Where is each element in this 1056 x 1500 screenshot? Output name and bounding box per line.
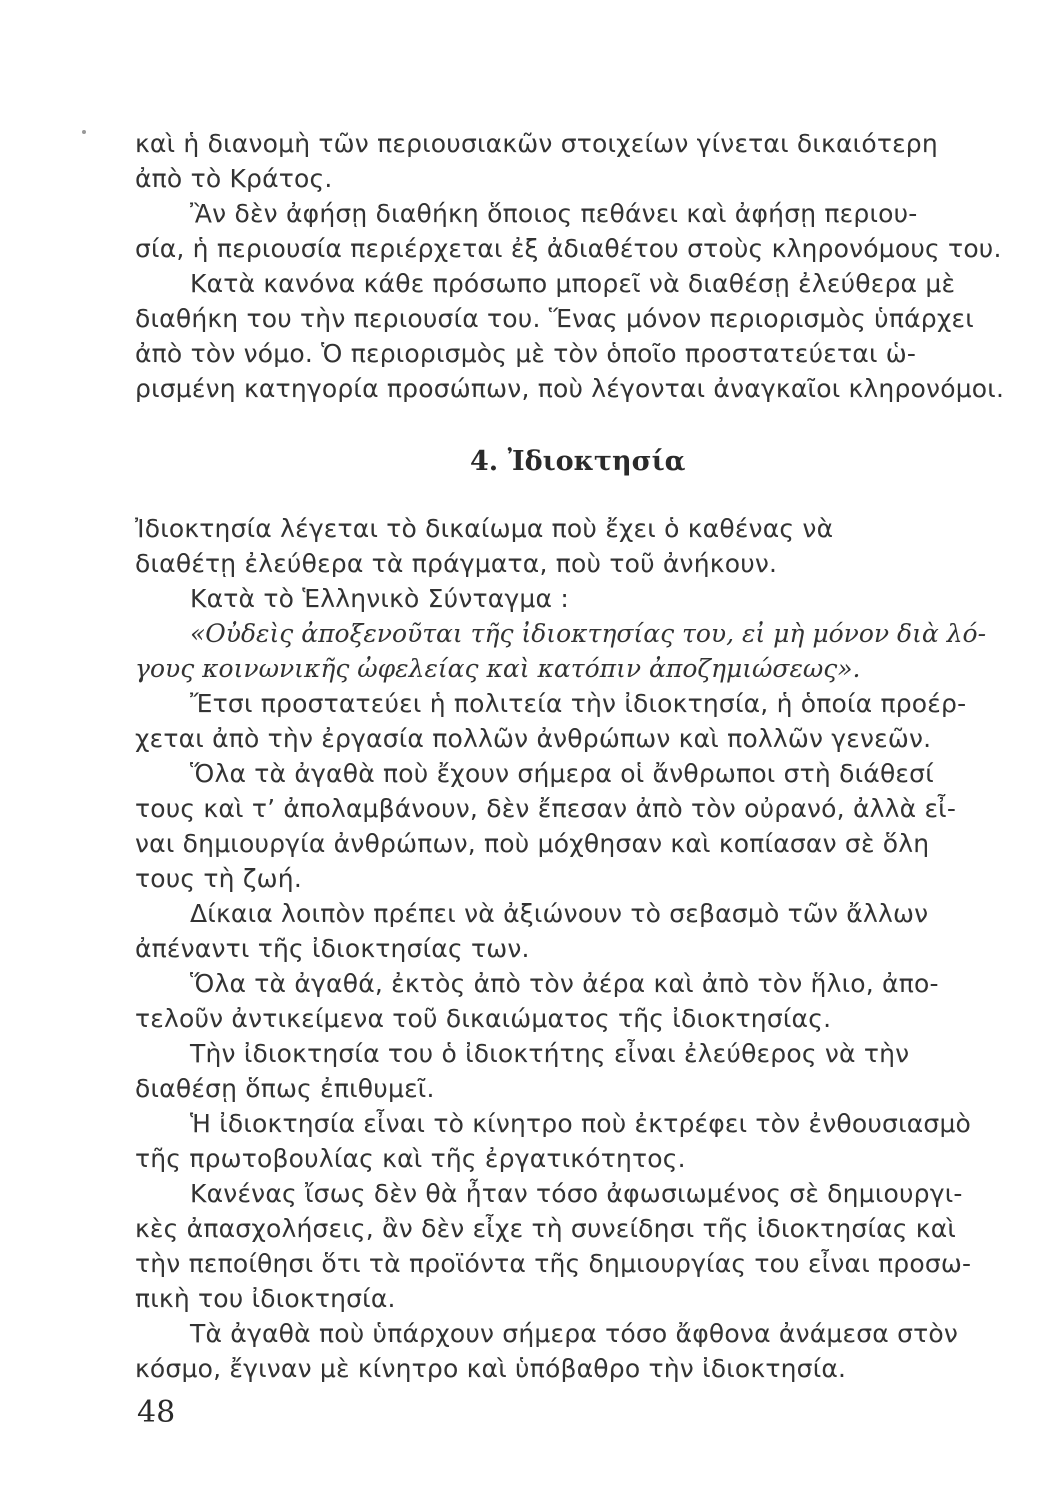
text-line: ναι δημιουργία ἀνθρώπων, ποὺ μόχθησαν καὶ κοπίασαν σὲ ὅλη bbox=[135, 829, 930, 858]
text-line: Δίκαια λοιπὸν πρέπει νὰ ἀξιώνουν τὸ σεβασμὸ τῶν ἄλλων bbox=[190, 899, 929, 928]
page-text bbox=[135, 126, 1035, 1386]
text-line: Κατὰ κανόνα κάθε πρόσωπο μπορεῖ νὰ διαθέσῃ ἐλεύθερα μὲ bbox=[190, 269, 956, 298]
text-line: τους καὶ τ’ ἀπολαμβάνουν, δὲν ἔπεσαν ἀπὸ τὸν οὐρανό, ἀλλὰ εἶ- bbox=[135, 794, 957, 823]
text-line: Ὅλα τὰ ἀγαθά, ἐκτὸς ἀπὸ τὸν ἀέρα καὶ ἀπὸ τὸν ἥλιο, ἀπο- bbox=[190, 969, 939, 998]
section-property bbox=[135, 511, 1035, 1386]
text-line: Ἰδιοκτησία λέγεται τὸ δικαίωμα ποὺ ἔχει ὁ καθένας νὰ bbox=[135, 514, 834, 543]
text-line: Τὴν ἰδιοκτησία του ὁ ἰδιοκτήτης εἶναι ἐλεύθερος νὰ τὴν bbox=[190, 1039, 910, 1068]
scan-speck bbox=[82, 130, 86, 134]
text-line: τὴν πεποίθησι ὅτι τὰ προϊόντα τῆς δημιουργίας του εἶναι προσω- bbox=[135, 1249, 972, 1278]
text-line: διαθέσῃ ὅπως ἐπιθυμεῖ. bbox=[135, 1074, 435, 1103]
text-line: ρισμένη κατηγορία προσώπων, ποὺ λέγονται ἀναγκαῖοι κληρονόμοι. bbox=[135, 374, 1005, 403]
text-line: Κανένας ἴσως δὲν θὰ ἦταν τόσο ἀφωσιωμένος σὲ δημιουργι- bbox=[190, 1179, 963, 1208]
text-line: διαθέτῃ ἐλεύθερα τὰ πράγματα, ποὺ τοῦ ἀνήκουν. bbox=[135, 549, 778, 578]
text-line: Ἡ ἰδιοκτησία εἶναι τὸ κίνητρο ποὺ ἐκτρέφει τὸν ἐνθουσιασμὸ bbox=[190, 1109, 972, 1138]
text-line: Κατὰ τὸ Ἑλληνικὸ Σύνταγμα : bbox=[190, 584, 569, 613]
text-line: κόσμο, ἔγιναν μὲ κίνητρο καὶ ὑπόβαθρο τὴν ἰδιοκτησία. bbox=[135, 1354, 847, 1383]
constitution-quote-line: «Οὐδεὶς ἀποξενοῦται τῆς ἰδιοκτησίας του, εἰ μὴ μόνον διὰ λό- bbox=[190, 619, 987, 648]
page-number: 48 bbox=[137, 1395, 176, 1430]
text-line: Ὅλα τὰ ἀγαθὰ ποὺ ἔχουν σήμερα οἱ ἄνθρωποι στὴ διάθεσί bbox=[190, 759, 934, 788]
text-line: ἀπὸ τὸν νόμο. Ὁ περιορισμὸς μὲ τὸν ὁποῖο προστατεύεται ὡ- bbox=[135, 339, 917, 368]
text-line: ἀπὸ τὸ Κράτος. bbox=[135, 164, 333, 193]
constitution-quote-line: γους κοινωνικῆς ὠφελείας καὶ κατόπιν ἀποζημιώσεως». bbox=[135, 654, 861, 683]
text-line: Τὰ ἀγαθὰ ποὺ ὑπάρχουν σήμερα τόσο ἄφθονα ἀνάμεσα στὸν bbox=[190, 1319, 959, 1348]
text-line: χεται ἀπὸ τὴν ἐργασία πολλῶν ἀνθρώπων καὶ πολλῶν γενεῶν. bbox=[135, 724, 932, 753]
text-line: σία, ἡ περιουσία περιέρχεται ἐξ ἀδιαθέτου στοὺς κληρονόμους του. bbox=[135, 234, 1002, 263]
section-inheritance bbox=[135, 126, 1035, 406]
text-line: ἀπέναντι τῆς ἰδιοκτησίας των. bbox=[135, 934, 530, 963]
text-line: καὶ ἡ διανομὴ τῶν περιουσιακῶν στοιχείων γίνεται δικαιότερη bbox=[135, 129, 938, 158]
text-line: διαθήκη του τὴν περιουσία του. Ἕνας μόνον περιορισμὸς ὑπάρχει bbox=[135, 304, 974, 333]
text-line: Ἔτσι προστατεύει ἡ πολιτεία τὴν ἰδιοκτησία, ἡ ὁποία προέρ- bbox=[190, 689, 967, 718]
section-heading: 4. Ἰδιοκτησία bbox=[470, 446, 686, 477]
text-line: Ἂν δὲν ἀφήσῃ διαθήκη ὅποιος πεθάνει καὶ ἀφήσῃ περιου- bbox=[190, 199, 918, 228]
text-line: πικὴ του ἰδιοκτησία. bbox=[135, 1284, 396, 1313]
text-line: τῆς πρωτοβουλίας καὶ τῆς ἐργατικότητος. bbox=[135, 1144, 686, 1173]
text-line: κὲς ἀπασχολήσεις, ἂν δὲν εἶχε τὴ συνείδησι τῆς ἰδιοκτησίας καὶ bbox=[135, 1214, 957, 1243]
text-line: τους τὴ ζωή. bbox=[135, 864, 302, 893]
text-line: τελοῦν ἀντικείμενα τοῦ δικαιώματος τῆς ἰδιοκτησίας. bbox=[135, 1004, 832, 1033]
